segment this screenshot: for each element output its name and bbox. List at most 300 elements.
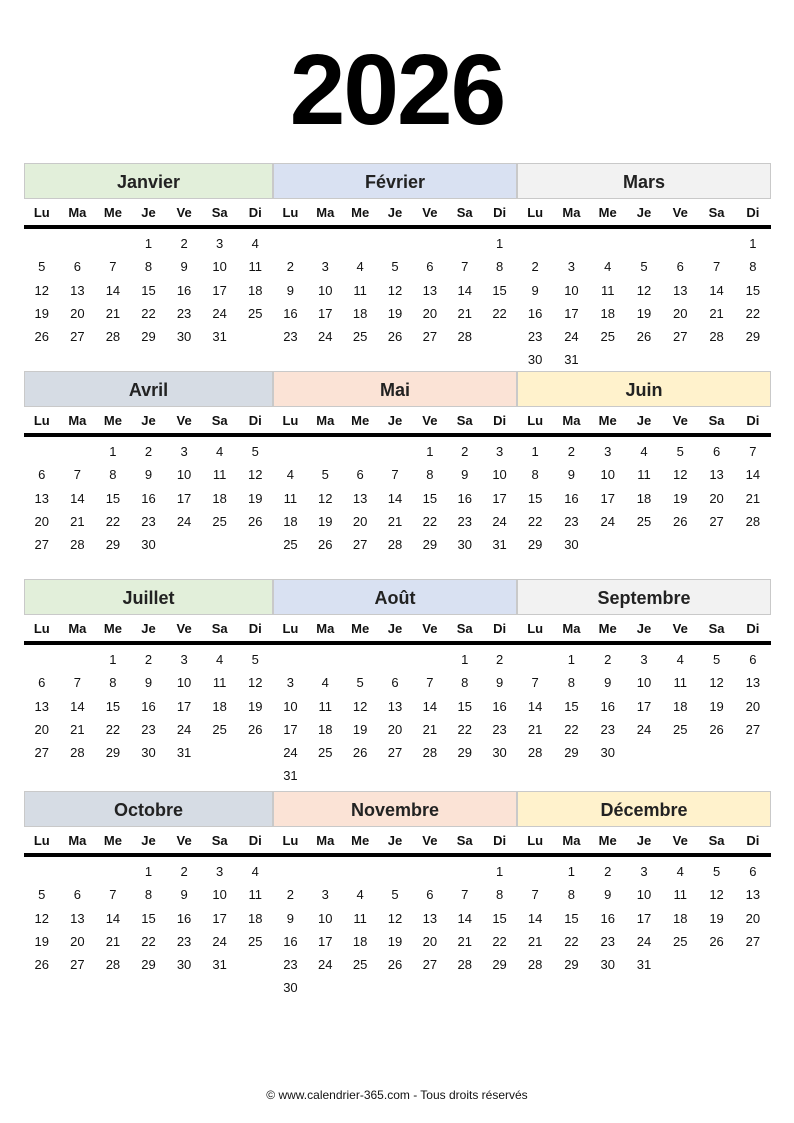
day-empty bbox=[24, 440, 60, 463]
day-cell: 24 bbox=[564, 329, 579, 345]
day-cell: 15 bbox=[564, 698, 579, 714]
weekday-label: Ma bbox=[562, 204, 581, 220]
weekday-label: Sa bbox=[211, 832, 228, 848]
day-cell: 24 bbox=[176, 513, 192, 529]
day-cell: 18 bbox=[212, 698, 227, 714]
day-cell: 13 bbox=[70, 910, 85, 926]
day-cell: 21 bbox=[105, 305, 121, 321]
day-empty bbox=[378, 232, 413, 255]
day-cell: 24 bbox=[212, 305, 227, 321]
weekday-header bbox=[517, 827, 771, 853]
weekday-label: Me bbox=[103, 204, 122, 220]
weekday-label: Lu bbox=[527, 832, 544, 848]
day-cell: 16 bbox=[600, 910, 615, 926]
day-cell: 8 bbox=[567, 675, 576, 691]
day-cell: 9 bbox=[286, 910, 295, 926]
weekday-label: Je bbox=[636, 412, 652, 428]
day-cell: 27 bbox=[34, 745, 50, 761]
weekday-label: Je bbox=[387, 204, 403, 220]
weekday-label: Di bbox=[746, 412, 760, 428]
day-cell: 18 bbox=[636, 490, 652, 506]
day-cell: 28 bbox=[457, 329, 472, 345]
month-block bbox=[273, 371, 517, 556]
month-block bbox=[273, 163, 517, 348]
weekday-label: Je bbox=[636, 832, 652, 848]
day-empty bbox=[60, 232, 96, 255]
day-cell: 7 bbox=[461, 259, 469, 275]
day-cell: 10 bbox=[636, 675, 652, 691]
day-cell: 18 bbox=[283, 513, 298, 529]
day-cell: 1 bbox=[749, 236, 757, 251]
day-cell: 18 bbox=[673, 698, 688, 714]
weekday-label: Di bbox=[746, 620, 760, 636]
day-cell: 27 bbox=[422, 957, 438, 973]
day-cell: 26 bbox=[352, 745, 368, 761]
day-cell: 12 bbox=[318, 490, 333, 506]
day-cell: 25 bbox=[352, 329, 368, 345]
day-cell: 30 bbox=[492, 745, 507, 761]
day-cell: 6 bbox=[426, 887, 434, 903]
weekday-label: Ve bbox=[176, 412, 192, 428]
weekday-label: Lu bbox=[33, 620, 50, 636]
weekday-label: Sa bbox=[708, 620, 725, 636]
day-cell: 2 bbox=[567, 444, 576, 459]
day-empty bbox=[378, 860, 413, 883]
weekday-header bbox=[24, 615, 273, 641]
day-cell: 24 bbox=[492, 513, 507, 529]
day-cell: 24 bbox=[318, 957, 333, 973]
day-cell: 8 bbox=[749, 259, 757, 275]
day-cell: 22 bbox=[492, 305, 507, 321]
day-cell: 18 bbox=[673, 910, 688, 926]
weekday-label: Ma bbox=[562, 832, 581, 848]
weekday-label: Ve bbox=[422, 204, 438, 220]
day-cell: 2 bbox=[180, 236, 188, 251]
month-name: Mars bbox=[517, 163, 771, 199]
day-cell: 7 bbox=[109, 887, 117, 903]
weekday-label: Je bbox=[387, 412, 403, 428]
weekday-label: Sa bbox=[708, 204, 725, 220]
weekday-label: Sa bbox=[456, 832, 473, 848]
day-cell: 1 bbox=[109, 444, 117, 459]
weekday-label: Je bbox=[141, 832, 156, 848]
day-cell: 20 bbox=[70, 933, 85, 949]
day-cell: 3 bbox=[321, 887, 329, 903]
day-cell: 24 bbox=[283, 745, 298, 761]
day-cell: 27 bbox=[673, 329, 688, 345]
day-cell: 22 bbox=[141, 305, 156, 321]
day-cell: 23 bbox=[527, 329, 543, 345]
day-cell: 2 bbox=[604, 652, 612, 667]
day-cell: 14 bbox=[457, 910, 472, 926]
weekday-label: Me bbox=[598, 832, 617, 848]
day-cell: 20 bbox=[745, 698, 761, 714]
day-cell: 13 bbox=[70, 282, 85, 298]
day-cell: 26 bbox=[247, 513, 263, 529]
day-empty bbox=[378, 648, 413, 671]
day-cell: 11 bbox=[318, 698, 333, 714]
day-cell: 21 bbox=[709, 305, 724, 321]
weekday-label: Lu bbox=[282, 620, 299, 636]
day-cell: 31 bbox=[492, 537, 507, 553]
weekday-label: Ma bbox=[316, 412, 335, 428]
weekday-header bbox=[273, 615, 517, 641]
weekday-label: Ma bbox=[68, 412, 87, 428]
day-cell: 24 bbox=[318, 329, 333, 345]
day-cell: 19 bbox=[352, 721, 368, 737]
day-cell: 12 bbox=[34, 910, 50, 926]
day-cell: 8 bbox=[567, 887, 576, 903]
day-cell: 10 bbox=[564, 282, 579, 298]
day-cell: 13 bbox=[422, 910, 438, 926]
weekday-label: Lu bbox=[282, 204, 299, 220]
day-grid bbox=[273, 857, 517, 1000]
day-cell: 10 bbox=[176, 467, 192, 483]
day-cell: 11 bbox=[283, 490, 298, 506]
day-grid bbox=[517, 437, 771, 556]
day-cell: 22 bbox=[492, 933, 507, 949]
weekday-label: Ve bbox=[672, 204, 688, 220]
day-empty bbox=[343, 232, 378, 255]
day-cell: 14 bbox=[70, 490, 85, 506]
month-name: Juin bbox=[517, 371, 771, 407]
day-cell: 17 bbox=[176, 698, 192, 714]
weekday-label: Me bbox=[351, 204, 370, 220]
weekday-label: Sa bbox=[708, 412, 725, 428]
weekday-label: Ma bbox=[316, 620, 335, 636]
day-cell: 15 bbox=[422, 490, 438, 506]
day-cell: 16 bbox=[564, 490, 579, 506]
day-cell: 31 bbox=[564, 352, 579, 368]
weekday-label: Ma bbox=[68, 204, 87, 220]
weekday-label: Ve bbox=[176, 620, 192, 636]
day-empty bbox=[60, 440, 96, 463]
weekday-label: Ma bbox=[562, 412, 581, 428]
day-empty bbox=[698, 232, 734, 255]
day-cell: 30 bbox=[564, 537, 579, 553]
day-cell: 24 bbox=[636, 933, 652, 949]
weekday-header bbox=[517, 407, 771, 433]
day-cell: 11 bbox=[673, 675, 688, 691]
day-cell: 3 bbox=[640, 864, 648, 879]
day-cell: 15 bbox=[105, 698, 121, 714]
day-cell: 1 bbox=[567, 652, 576, 667]
day-cell: 2 bbox=[461, 444, 469, 459]
weekday-header bbox=[24, 199, 273, 225]
day-cell: 2 bbox=[286, 259, 295, 275]
weekday-label: Di bbox=[493, 204, 507, 220]
day-cell: 26 bbox=[318, 537, 333, 553]
weekday-header bbox=[24, 407, 273, 433]
day-cell: 19 bbox=[709, 698, 724, 714]
day-cell: 8 bbox=[495, 259, 504, 275]
day-cell: 17 bbox=[636, 910, 652, 926]
day-cell: 21 bbox=[422, 721, 438, 737]
day-cell: 13 bbox=[745, 887, 761, 903]
day-empty bbox=[626, 232, 662, 255]
day-cell: 7 bbox=[109, 259, 117, 275]
day-cell: 21 bbox=[105, 933, 121, 949]
day-cell: 31 bbox=[283, 768, 298, 784]
day-empty bbox=[517, 232, 553, 255]
day-cell: 28 bbox=[709, 329, 724, 345]
month-block bbox=[517, 791, 771, 976]
day-cell: 20 bbox=[422, 933, 438, 949]
month-block bbox=[24, 163, 273, 348]
day-cell: 3 bbox=[604, 444, 612, 459]
day-empty bbox=[60, 860, 96, 883]
day-cell: 22 bbox=[141, 933, 156, 949]
day-cell: 25 bbox=[283, 537, 298, 553]
month-block bbox=[24, 579, 273, 764]
day-cell: 22 bbox=[105, 721, 121, 737]
day-cell: 8 bbox=[531, 467, 539, 483]
day-cell: 28 bbox=[105, 957, 121, 973]
weekday-label: Je bbox=[387, 832, 403, 848]
day-cell: 19 bbox=[387, 933, 403, 949]
day-cell: 26 bbox=[34, 957, 50, 973]
day-cell: 11 bbox=[212, 675, 227, 691]
day-cell: 9 bbox=[180, 887, 188, 903]
day-cell: 14 bbox=[709, 282, 724, 298]
day-cell: 2 bbox=[495, 652, 504, 667]
day-empty bbox=[343, 860, 378, 883]
weekday-label: Lu bbox=[527, 204, 544, 220]
day-cell: 29 bbox=[422, 537, 438, 553]
day-cell: 1 bbox=[531, 444, 539, 459]
day-cell: 9 bbox=[144, 467, 153, 483]
day-cell: 28 bbox=[527, 957, 543, 973]
day-cell: 28 bbox=[105, 329, 121, 345]
weekday-label: Ve bbox=[422, 832, 438, 848]
weekday-label: Di bbox=[248, 832, 262, 848]
weekday-label: Je bbox=[636, 620, 652, 636]
day-cell: 23 bbox=[600, 933, 615, 949]
day-cell: 3 bbox=[216, 864, 224, 879]
day-empty bbox=[412, 648, 447, 671]
weekday-label: Me bbox=[598, 412, 617, 428]
weekday-label: Sa bbox=[708, 832, 725, 848]
day-cell: 12 bbox=[352, 698, 368, 714]
day-cell: 28 bbox=[527, 745, 543, 761]
day-cell: 5 bbox=[321, 467, 329, 483]
day-cell: 15 bbox=[105, 490, 121, 506]
day-cell: 26 bbox=[387, 329, 403, 345]
day-cell: 27 bbox=[34, 537, 50, 553]
day-cell: 1 bbox=[144, 236, 153, 251]
day-cell: 18 bbox=[352, 933, 368, 949]
day-cell: 17 bbox=[283, 721, 298, 737]
day-cell: 10 bbox=[212, 259, 227, 275]
day-cell: 10 bbox=[318, 910, 333, 926]
day-cell: 10 bbox=[600, 467, 615, 483]
day-cell: 20 bbox=[34, 721, 50, 737]
day-empty bbox=[553, 232, 589, 255]
day-cell: 9 bbox=[144, 675, 153, 691]
day-cell: 24 bbox=[212, 933, 227, 949]
day-cell: 25 bbox=[318, 745, 333, 761]
day-cell: 30 bbox=[457, 537, 472, 553]
day-cell: 27 bbox=[709, 513, 724, 529]
weekday-label: Ve bbox=[422, 620, 438, 636]
day-cell: 7 bbox=[73, 675, 81, 691]
day-cell: 16 bbox=[283, 933, 298, 949]
day-cell: 6 bbox=[426, 259, 434, 275]
day-cell: 8 bbox=[109, 467, 117, 483]
day-cell: 2 bbox=[144, 652, 153, 667]
day-cell: 12 bbox=[709, 675, 724, 691]
day-cell: 3 bbox=[495, 444, 504, 459]
day-cell: 27 bbox=[745, 721, 761, 737]
day-empty bbox=[378, 440, 413, 463]
day-cell: 14 bbox=[105, 910, 121, 926]
day-cell: 29 bbox=[492, 957, 507, 973]
day-empty bbox=[308, 648, 343, 671]
day-empty bbox=[24, 860, 60, 883]
day-cell: 25 bbox=[600, 329, 615, 345]
day-cell: 3 bbox=[216, 236, 224, 251]
day-cell: 23 bbox=[283, 957, 298, 973]
day-empty bbox=[273, 860, 308, 883]
day-cell: 19 bbox=[247, 490, 263, 506]
day-cell: 15 bbox=[457, 698, 472, 714]
day-cell: 11 bbox=[637, 467, 651, 483]
day-cell: 18 bbox=[600, 305, 615, 321]
weekday-label: Ma bbox=[68, 832, 87, 848]
day-cell: 20 bbox=[352, 513, 368, 529]
weekday-label: Lu bbox=[527, 412, 544, 428]
day-cell: 10 bbox=[212, 887, 227, 903]
day-empty bbox=[24, 232, 60, 255]
day-cell: 29 bbox=[105, 537, 121, 553]
year-title: 2026 bbox=[289, 34, 505, 146]
day-cell: 6 bbox=[38, 675, 46, 691]
day-cell: 28 bbox=[387, 537, 403, 553]
day-cell: 9 bbox=[180, 259, 188, 275]
day-cell: 1 bbox=[144, 864, 153, 879]
day-grid bbox=[517, 645, 771, 764]
day-cell: 23 bbox=[141, 513, 156, 529]
weekday-header bbox=[273, 199, 517, 225]
day-cell: 15 bbox=[527, 490, 543, 506]
day-cell: 18 bbox=[212, 490, 227, 506]
day-cell: 14 bbox=[527, 698, 543, 714]
day-cell: 11 bbox=[353, 910, 367, 926]
day-cell: 28 bbox=[70, 537, 85, 553]
day-empty bbox=[95, 860, 131, 883]
day-cell: 6 bbox=[749, 652, 757, 667]
day-cell: 4 bbox=[356, 887, 364, 903]
day-cell: 3 bbox=[180, 444, 188, 459]
day-cell: 21 bbox=[70, 721, 85, 737]
day-empty bbox=[412, 860, 447, 883]
day-cell: 21 bbox=[745, 490, 761, 506]
month-block bbox=[517, 371, 771, 556]
weekday-label: Me bbox=[103, 620, 122, 636]
day-cell: 16 bbox=[527, 305, 543, 321]
day-cell: 2 bbox=[604, 864, 612, 879]
day-cell: 22 bbox=[422, 513, 438, 529]
weekday-label: Sa bbox=[211, 412, 228, 428]
day-cell: 23 bbox=[283, 329, 298, 345]
day-cell: 4 bbox=[251, 236, 259, 251]
day-cell: 9 bbox=[604, 675, 612, 691]
day-cell: 14 bbox=[70, 698, 85, 714]
day-cell: 7 bbox=[531, 675, 539, 691]
day-grid bbox=[24, 437, 273, 556]
day-cell: 26 bbox=[709, 933, 724, 949]
day-cell: 6 bbox=[73, 259, 81, 275]
day-cell: 5 bbox=[38, 259, 46, 275]
day-cell: 25 bbox=[247, 305, 263, 321]
day-cell: 30 bbox=[141, 537, 156, 553]
month-name: Décembre bbox=[517, 791, 771, 827]
weekday-label: Ve bbox=[422, 412, 438, 428]
day-cell: 20 bbox=[34, 513, 50, 529]
day-cell: 14 bbox=[527, 910, 543, 926]
day-cell: 31 bbox=[212, 957, 227, 973]
day-cell: 9 bbox=[567, 467, 576, 483]
day-cell: 25 bbox=[247, 933, 263, 949]
day-cell: 17 bbox=[318, 933, 333, 949]
weekday-label: Lu bbox=[282, 832, 299, 848]
day-cell: 4 bbox=[216, 444, 224, 459]
day-cell: 12 bbox=[709, 887, 724, 903]
weekday-label: Di bbox=[746, 832, 760, 848]
day-cell: 8 bbox=[426, 467, 434, 483]
weekday-label: Ve bbox=[672, 412, 688, 428]
day-cell: 20 bbox=[387, 721, 403, 737]
day-cell: 11 bbox=[353, 282, 367, 298]
day-cell: 16 bbox=[141, 698, 156, 714]
day-cell: 25 bbox=[636, 513, 652, 529]
day-cell: 17 bbox=[176, 490, 192, 506]
day-cell: 19 bbox=[387, 305, 403, 321]
day-cell: 26 bbox=[636, 329, 652, 345]
day-cell: 6 bbox=[356, 467, 364, 483]
day-cell: 9 bbox=[604, 887, 612, 903]
day-cell: 8 bbox=[461, 675, 469, 691]
day-cell: 26 bbox=[673, 513, 688, 529]
day-cell: 31 bbox=[176, 745, 192, 761]
day-cell: 6 bbox=[73, 887, 81, 903]
day-cell: 14 bbox=[457, 282, 472, 298]
day-grid bbox=[273, 229, 517, 348]
day-cell: 13 bbox=[422, 282, 438, 298]
day-cell: 9 bbox=[495, 675, 504, 691]
day-cell: 15 bbox=[141, 910, 156, 926]
day-cell: 25 bbox=[673, 933, 688, 949]
day-cell: 18 bbox=[247, 282, 263, 298]
day-empty bbox=[308, 440, 343, 463]
day-cell: 21 bbox=[527, 721, 543, 737]
weekday-label: Je bbox=[141, 204, 156, 220]
weekday-label: Lu bbox=[33, 412, 50, 428]
day-cell: 21 bbox=[527, 933, 543, 949]
copyright-footer: © www.calendrier-365.com - Tous droits réservés bbox=[266, 1088, 528, 1102]
day-cell: 4 bbox=[216, 652, 224, 667]
day-cell: 21 bbox=[457, 933, 472, 949]
day-cell: 13 bbox=[387, 698, 403, 714]
day-cell: 4 bbox=[676, 864, 684, 879]
day-cell: 30 bbox=[600, 745, 615, 761]
day-cell: 25 bbox=[352, 957, 368, 973]
day-cell: 6 bbox=[749, 864, 757, 879]
day-empty bbox=[517, 648, 553, 671]
day-cell: 27 bbox=[422, 329, 438, 345]
day-cell: 18 bbox=[247, 910, 263, 926]
day-cell: 17 bbox=[564, 305, 579, 321]
